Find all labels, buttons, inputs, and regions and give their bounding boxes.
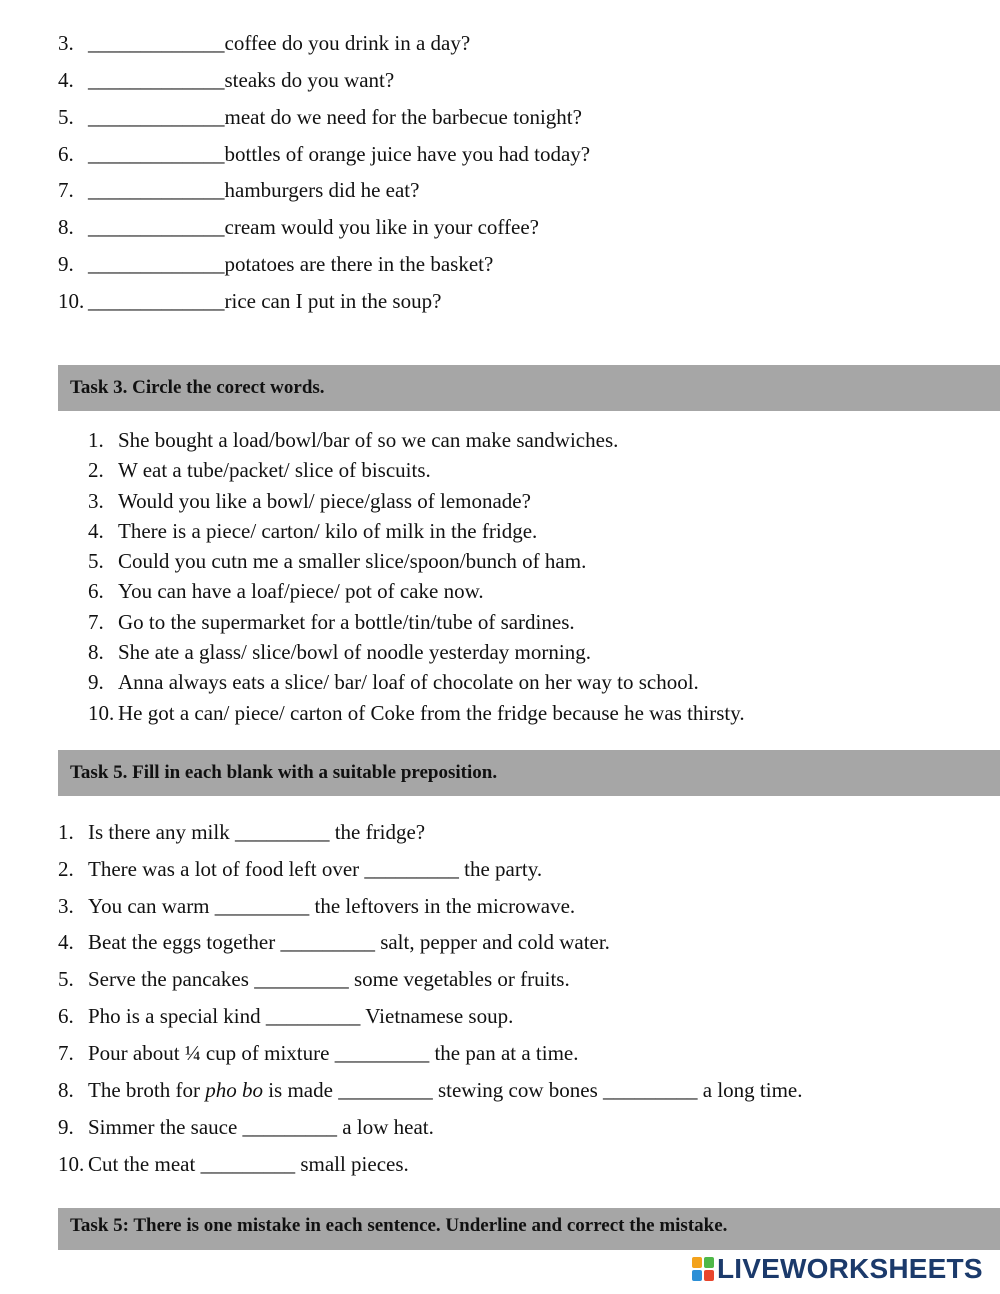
answer-blank[interactable]: _____________ bbox=[88, 178, 225, 202]
logo-square bbox=[692, 1257, 702, 1268]
answer-blank[interactable]: _________ bbox=[242, 1115, 338, 1139]
task3-heading: Task 3. Circle the corect words. bbox=[58, 365, 1000, 411]
answer-blank[interactable]: _________ bbox=[338, 1078, 433, 1102]
task2-item-3: 3. _____________coffee do you drink in a day? bbox=[58, 31, 471, 55]
task3-item: 8. She ate a glass/ slice/bowl of noodle yesterday morning. bbox=[88, 640, 591, 664]
answer-blank[interactable]: _____________ bbox=[88, 31, 225, 55]
task5-item-3: 3. You can warm _________ the leftovers in the microwave. bbox=[58, 894, 576, 918]
answer-blank[interactable]: _________ bbox=[254, 967, 349, 991]
logo-square bbox=[704, 1257, 714, 1268]
answer-blank[interactable]: _____________ bbox=[88, 142, 225, 166]
answer-blank[interactable]: _________ bbox=[334, 1041, 430, 1065]
answer-blank[interactable]: _____________ bbox=[88, 252, 225, 276]
task2-item-10: 10. _____________rice can I put in the soup? bbox=[58, 289, 442, 313]
task5-item-8: 8. The broth for pho bo is made _________ stewing cow bones _________ a long time. bbox=[58, 1078, 803, 1102]
task5-item-9: 9. Simmer the sauce _________ a low heat. bbox=[58, 1115, 434, 1139]
task5-item-6: 6. Pho is a special kind _________ Vietnamese soup. bbox=[58, 1004, 514, 1028]
task5-item-4: 4. Beat the eggs together _________ salt, pepper and cold water. bbox=[58, 930, 610, 954]
answer-blank[interactable]: _________ bbox=[214, 894, 310, 918]
task3-item: 10. He got a can/ piece/ carton of Coke from the fridge because he was thirsty. bbox=[88, 701, 745, 725]
task2-item-8: 8. _____________cream would you like in your coffee? bbox=[58, 215, 539, 239]
answer-blank[interactable]: _____________ bbox=[88, 289, 225, 313]
logo-wordmark: LIVEWORKSHEETS bbox=[717, 1253, 983, 1284]
task5-heading: Task 5. Fill in each blank with a suitable preposition. bbox=[58, 750, 1000, 796]
answer-blank[interactable]: _________ bbox=[280, 930, 375, 954]
task2-item-6: 6. _____________bottles of orange juice have you had today? bbox=[58, 142, 591, 166]
answer-blank[interactable]: _____________ bbox=[88, 105, 225, 129]
logo-square bbox=[704, 1270, 714, 1281]
answer-blank[interactable]: _____________ bbox=[88, 215, 225, 239]
answer-blank[interactable]: _________ bbox=[603, 1078, 698, 1102]
logo-mark-icon bbox=[692, 1257, 714, 1281]
task2-item-9: 9. _____________potatoes are there in the basket? bbox=[58, 252, 494, 276]
liveworksheets-logo bbox=[692, 1254, 983, 1284]
task5-item-2: 2. There was a lot of food left over _________ the party. bbox=[58, 857, 543, 881]
task3-item: 1. She bought a load/bowl/bar of so we can make sandwiches. bbox=[88, 428, 619, 452]
task2-item-7: 7. _____________hamburgers did he eat? bbox=[58, 178, 420, 202]
answer-blank[interactable]: _________ bbox=[364, 857, 459, 881]
task5-item-7: 7. Pour about ¼ cup of mixture _________ the pan at a time. bbox=[58, 1041, 579, 1065]
answer-blank[interactable]: _________ bbox=[200, 1152, 296, 1176]
task3-item: 2. W eat a tube/packet/ slice of biscuits. bbox=[88, 458, 431, 482]
task5-item-10: 10. Cut the meat _________ small pieces. bbox=[58, 1152, 409, 1176]
task3-item: 3. Would you like a bowl/ piece/glass of lemonade? bbox=[88, 489, 531, 513]
task3-item: 4. There is a piece/ carton/ kilo of milk in the fridge. bbox=[88, 519, 538, 543]
task5-item-1: 1. Is there any milk _________ the fridge? bbox=[58, 820, 426, 844]
task2-item-5: 5. _____________meat do we need for the barbecue tonight? bbox=[58, 105, 582, 129]
task5b-heading: Task 5: There is one mistake in each sentence. Underline and correct the mistake. bbox=[58, 1208, 1000, 1250]
answer-blank[interactable]: _________ bbox=[265, 1004, 361, 1028]
answer-blank[interactable]: _____________ bbox=[88, 68, 225, 92]
task3-item: 7. Go to the supermarket for a bottle/tin/tube of sardines. bbox=[88, 610, 575, 634]
task2-item-4: 4. _____________steaks do you want? bbox=[58, 68, 395, 92]
task5-item-5: 5. Serve the pancakes _________ some vegetables or fruits. bbox=[58, 967, 570, 991]
task3-item: 6. You can have a loaf/piece/ pot of cake now. bbox=[88, 579, 484, 603]
task3-item: 9. Anna always eats a slice/ bar/ loaf of chocolate on her way to school. bbox=[88, 670, 699, 694]
logo-square bbox=[692, 1270, 702, 1281]
task3-item: 5. Could you cutn me a smaller slice/spoon/bunch of ham. bbox=[88, 549, 587, 573]
answer-blank[interactable]: _________ bbox=[234, 820, 330, 844]
